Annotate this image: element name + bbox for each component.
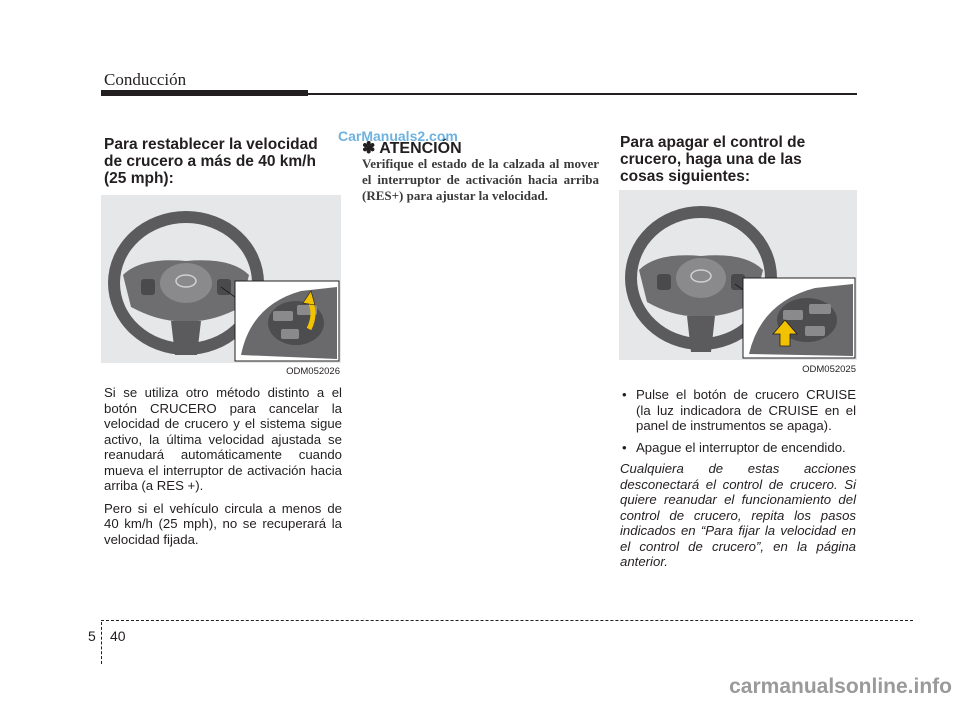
chapter-number: 5 <box>88 628 96 644</box>
bullet-text: Apague el interruptor de encendido. <box>636 439 846 455</box>
footer-dashed-rule <box>101 620 913 621</box>
header-rule-thin <box>308 93 857 95</box>
col3-heading-block <box>620 134 840 185</box>
attention-title: ✽ ATENCIÓN <box>362 140 462 157</box>
bullet-dot: • <box>622 387 627 402</box>
steering-wheel-cruise-illustration <box>619 190 857 360</box>
bullet-text: Pulse el botón de crucero CRUISE (la luz indicadora de CRUISE en el panel de instrumentos se apaga). <box>636 387 856 433</box>
list-item <box>620 387 856 434</box>
col3-body <box>620 387 856 570</box>
col1-body <box>104 385 342 547</box>
list-item <box>620 440 856 456</box>
steering-wheel-resume-illustration <box>101 195 341 363</box>
col3-heading: Para apagar el control de crucero, haga una de las cosas siguientes: <box>620 134 806 185</box>
col1-paragraph-1: Si se utiliza otro método distinto a el botón CRUCERO para cancelar la velocidad de crucero y el sistema sigue activo, la última velocidad ajustada se reanudará automáticamente cuando mueva el interruptor de activación hacia arriba (a RES +). <box>104 385 342 493</box>
page-number: 40 <box>110 628 126 644</box>
cruise-off-bullet-list <box>620 387 856 455</box>
col1-heading-block <box>104 136 326 187</box>
steering-wheel-figure-cruise-off <box>619 190 857 360</box>
col1-heading: Para restablecer la velocidad de crucero a más de 40 km/h (25 mph): <box>104 136 318 187</box>
figure-code-cruise-off: ODM052025 <box>802 364 856 375</box>
site-watermark: carmanualsonline.info <box>729 675 952 698</box>
watermark: CarManuals2.com <box>338 128 458 144</box>
figure-code-resume: ODM052026 <box>286 366 340 377</box>
attention-text: Verifique el estado de la calzada al mover el interruptor de activación hacia arriba (RES+) para ajustar la velocidad. <box>362 156 599 203</box>
footer-dashed-divider <box>101 622 102 664</box>
col3-note: Cualquiera de estas acciones desconectará el control de crucero. Si quiere reanudar el funcionamiento del control de crucero, repita los pasos indicados en “Para fijar la velocidad en el control de crucero”, en la página anterior. <box>620 461 856 569</box>
steering-wheel-figure-resume <box>101 195 341 363</box>
col1-paragraph-2: Pero si el vehículo circula a menos de 40 km/h (25 mph), no se recuperará la velocidad fijada. <box>104 500 342 547</box>
section-title: Conducción <box>104 70 187 89</box>
bullet-dot: • <box>622 439 627 455</box>
header-rule-thick <box>101 90 308 96</box>
